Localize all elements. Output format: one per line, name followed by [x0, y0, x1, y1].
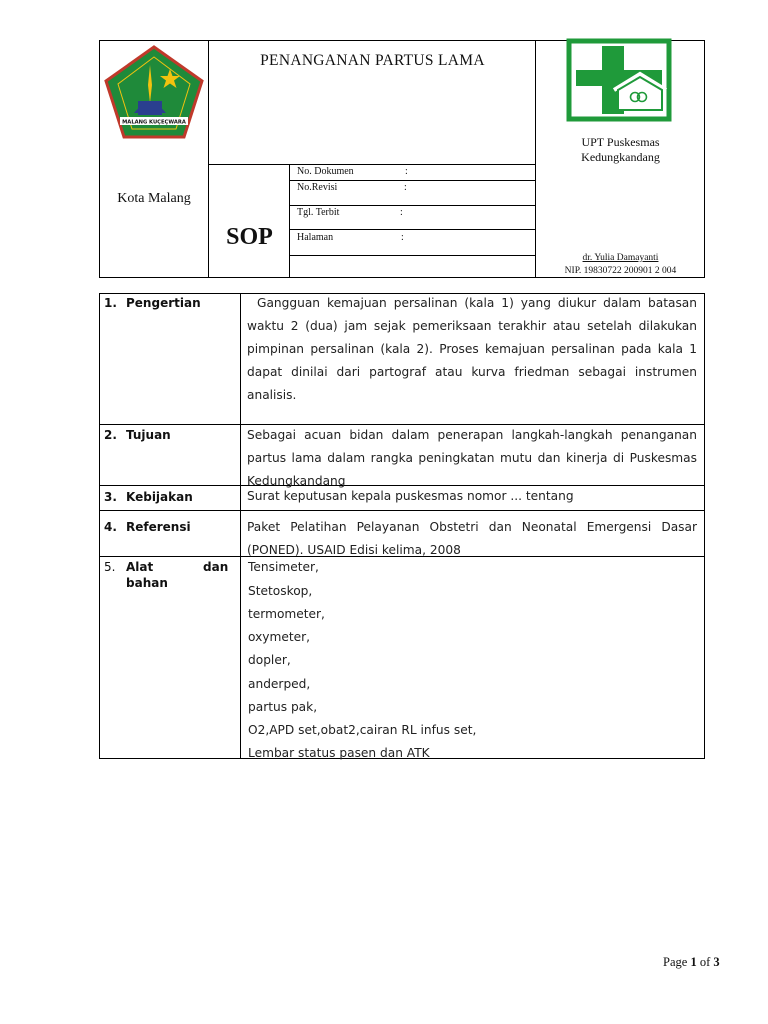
list-item: Stetoskop, [248, 584, 313, 598]
facility-name [536, 135, 705, 165]
list-item: partus pak, [248, 700, 318, 714]
section-text-referensi: Paket Pelatihan Pelayanan Obstetri dan Neonatal Emergensi Dasar (PONED). USAID Edisi kelima, 2008 [247, 520, 697, 557]
meta-colon: : [400, 207, 403, 218]
section-label-bahan: bahan [126, 576, 168, 590]
table-row-divider [99, 510, 705, 511]
list-item: Tensimeter, [248, 560, 319, 574]
section-number: 3. [104, 490, 117, 504]
section-label-pengertian: Pengertian [126, 296, 201, 310]
meta-colon: : [401, 232, 404, 243]
meta-no-dokumen: No. Dokumen [297, 166, 354, 177]
page-of: of [699, 955, 711, 969]
header-divider [289, 229, 536, 230]
section-label-kebijakan: Kebijakan [126, 490, 193, 504]
header-divider [289, 255, 536, 256]
document-title: PENANGANAN PARTUS LAMA [260, 52, 485, 69]
meta-tgl-terbit: Tgl. Terbit [297, 207, 340, 218]
header-divider [289, 205, 536, 206]
doc-type: SOP [226, 224, 273, 250]
list-item: oxymeter, [248, 630, 311, 644]
section-text-pengertian: Gangguan kemajuan persalinan (kala 1) yang diukur dalam batasan waktu 2 (dua) jam sejak pemeriksaan terakhir atau setelah dilakukan pimpinan persalinan (kala 2). Proses kemajuan persalinan pada kala 1 dapat dinilai dari partograf atau kurva friedman sebagai instrumen analisis. [247, 296, 697, 402]
list-item: termometer, [248, 607, 325, 621]
kota-malang-logo [104, 45, 204, 141]
page-total: 3 [713, 955, 720, 969]
meta-colon: : [404, 182, 407, 193]
section-number: 2. [104, 428, 117, 442]
header-divider [289, 180, 536, 181]
page-number: 1 [690, 955, 697, 969]
facility-line1: UPT Puskesmas [581, 135, 660, 149]
section-text-kebijakan: Surat keputusan kepala puskesmas nomor ... tentang [247, 489, 574, 503]
list-item: O2,APD set,obat2,cairan RL infus set, [248, 723, 477, 737]
header-divider [289, 164, 290, 278]
meta-no-revisi: No.Revisi [297, 182, 338, 193]
city-name: Kota Malang [117, 191, 191, 206]
section-number: 4. [104, 520, 117, 534]
section-text-tujuan: Sebagai acuan bidan dalam penerapan langkah-langkah penanganan partus lama dalam rangka peningkatan mutu dan kinerja di Puskesmas Kedungkandang [247, 428, 697, 488]
section-number: 1. [104, 296, 117, 310]
page-indicator [663, 955, 720, 970]
list-item: Lembar status pasen dan ATK [248, 746, 430, 760]
meta-colon: : [405, 166, 408, 177]
section-label-tujuan: Tujuan [126, 428, 171, 442]
header-divider [208, 164, 536, 165]
meta-halaman: Halaman [297, 232, 334, 243]
section-label-alat: Alat [126, 560, 154, 574]
table-divider [240, 293, 241, 759]
list-item: dopler, [248, 653, 291, 667]
facility-line2: Kedungkandang [581, 150, 660, 164]
section-number: 5. [104, 560, 116, 574]
page-prefix: Page [663, 955, 688, 969]
puskesmas-logo [566, 38, 672, 122]
section-label-referensi: Referensi [126, 520, 191, 534]
logo-text: MALANG KUÇEÇWARA [122, 119, 186, 126]
section-label-dan: dan [203, 560, 229, 574]
signer-nip: NIP. 19830722 200901 2 004 [564, 266, 677, 276]
signer-name: dr. Yulia Damayanti [582, 253, 659, 263]
list-item: anderped, [248, 677, 311, 691]
